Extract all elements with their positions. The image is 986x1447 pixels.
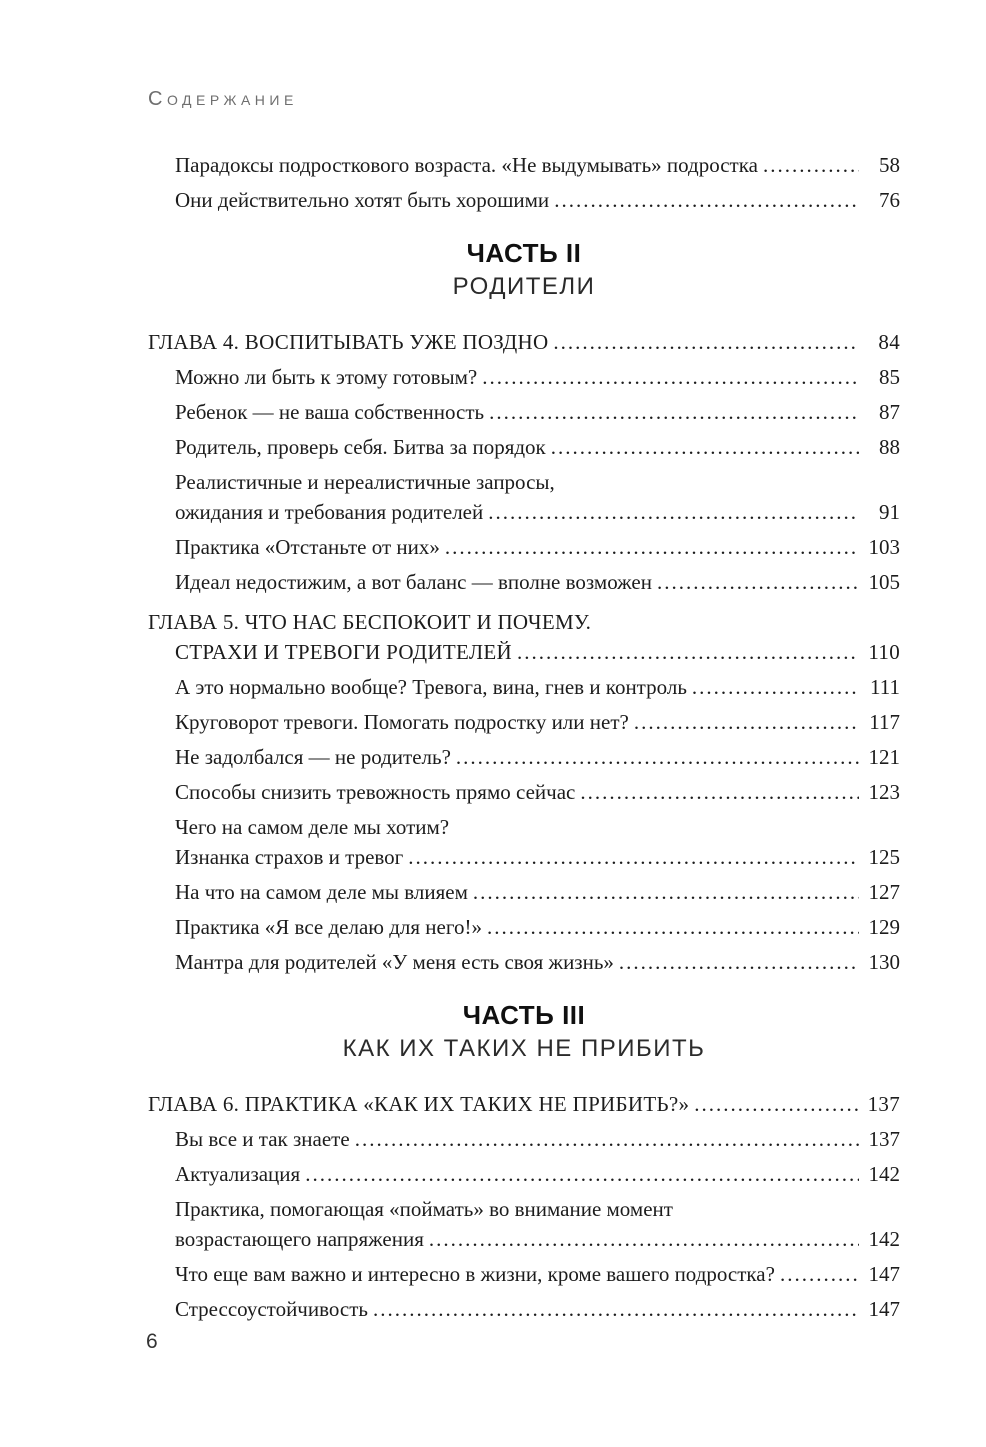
toc-entry-row (175, 1159, 900, 1189)
toc-entry-row (175, 877, 900, 907)
dot-leader (619, 947, 859, 977)
dot-leader (473, 877, 859, 907)
dot-leader (694, 1089, 859, 1119)
dot-leader (517, 637, 859, 667)
toc-entry-page: 123 (868, 780, 900, 804)
toc-entry-title: Способы снизить тревожность прямо сейчас (175, 780, 576, 804)
toc-entry-title: Родитель, проверь себя. Битва за порядок (175, 435, 546, 459)
toc-entry-page: 111 (870, 675, 900, 699)
toc-heading: Содержание (148, 88, 298, 110)
page-footer (146, 1330, 158, 1354)
toc-entry (148, 467, 900, 527)
dot-leader (488, 497, 859, 527)
toc-entry (148, 707, 900, 737)
dot-leader (763, 150, 859, 180)
toc-entry-page: 147 (868, 1262, 900, 1286)
dot-leader (634, 707, 859, 737)
toc-entry-title: Практика «Отстаньте от них» (175, 535, 440, 559)
dot-leader (305, 1159, 859, 1189)
toc-entry (148, 432, 900, 462)
dot-leader (553, 327, 859, 357)
toc-entry-row (175, 947, 900, 977)
toc-entry-title: Стрессоустойчивость (175, 1297, 368, 1321)
toc-entry-text-line: ГЛАВА 5. ЧТО НАС БЕСПОКОИТ И ПОЧЕМУ. (148, 610, 592, 634)
toc-entry-page: 76 (879, 188, 900, 212)
toc-entry (148, 672, 900, 702)
toc-entry-row (175, 532, 900, 562)
toc-entry (148, 1194, 900, 1254)
toc-entry-page: 130 (868, 950, 900, 974)
toc-entry-row (175, 912, 900, 942)
part-title: ЧАСТЬ III (462, 1000, 586, 1030)
toc-entry-row (148, 327, 900, 357)
toc-entry-page: 88 (879, 435, 900, 459)
toc-entry-row (175, 1124, 900, 1154)
dot-leader (429, 1224, 859, 1254)
toc-entry-row (175, 637, 900, 667)
folio-page-number: 6 (146, 1330, 158, 1353)
toc-entry (148, 150, 900, 180)
toc-entry-page: 137 (868, 1127, 900, 1151)
toc-entry-title: СТРАХИ И ТРЕВОГИ РОДИТЕЛЕЙ (175, 640, 513, 664)
toc-entry-title: Что еще вам важно и интересно в жизни, кроме вашего подростка? (175, 1262, 775, 1286)
toc-entry (148, 532, 900, 562)
toc-entry-page: 117 (869, 710, 900, 734)
toc-entry-page: 127 (868, 880, 900, 904)
toc-entry (148, 742, 900, 772)
toc-entry-page: 137 (867, 1092, 900, 1116)
toc-entry-page: 142 (868, 1227, 900, 1251)
toc-entry-title: А это нормально вообще? Тревога, вина, гнев и контроль (175, 675, 687, 699)
toc-entry-title: Ребенок — не ваша собственность (175, 400, 485, 424)
toc-entry (148, 912, 900, 942)
dot-leader (692, 672, 859, 702)
toc-entry-title: Можно ли быть к этому готовым? (175, 365, 478, 389)
toc-entry-row (175, 567, 900, 597)
part-title: ЧАСТЬ II (466, 238, 582, 268)
toc-entry-title: ГЛАВА 6. ПРАКТИКА «КАК ИХ ТАКИХ НЕ ПРИБИТЬ?» (148, 1092, 690, 1116)
toc-entry-row (175, 1259, 900, 1289)
dot-leader (482, 362, 859, 392)
toc-entry-title: Круговорот тревоги. Помогать подростку или нет? (175, 710, 629, 734)
dot-leader (445, 532, 859, 562)
toc-entry (148, 327, 900, 357)
dot-leader (580, 777, 859, 807)
page-header (148, 88, 298, 111)
toc-entry-row (175, 362, 900, 392)
toc-entry (148, 1294, 900, 1324)
dot-leader (489, 397, 859, 427)
toc-entry-page: 125 (868, 845, 900, 869)
toc-entry-page: 85 (879, 365, 900, 389)
toc-entry-page: 103 (868, 535, 900, 559)
toc-entry-page: 58 (879, 153, 900, 177)
toc-entry-row (175, 1224, 900, 1254)
toc-entry-page: 110 (868, 640, 900, 664)
part-subtitle: РОДИТЕЛИ (452, 273, 596, 300)
part-subtitle: КАК ИХ ТАКИХ НЕ ПРИБИТЬ (342, 1035, 706, 1062)
toc-entry (148, 1124, 900, 1154)
toc-entry-page: 87 (879, 400, 900, 424)
toc-entry-title: Идеал недостижим, а вот баланс — вполне возможен (175, 570, 652, 594)
part-heading (148, 237, 900, 303)
toc-entry (148, 362, 900, 392)
toc-entry-title: Вы все и так знаете (175, 1127, 350, 1151)
toc-entry (148, 777, 900, 807)
toc-entry-row (175, 672, 900, 702)
toc-entry-row (175, 742, 900, 772)
toc-entry (148, 1159, 900, 1189)
toc-entry (148, 607, 900, 667)
toc-entry-text-line: Практика, помогающая «поймать» во внимание момент (175, 1197, 673, 1221)
toc-entry-page: 121 (868, 745, 900, 769)
toc-entry-page: 147 (868, 1297, 900, 1321)
dot-leader (487, 912, 859, 942)
dot-leader (554, 185, 859, 215)
toc-entry-title: Не задолбался — не родитель? (175, 745, 451, 769)
dot-leader (373, 1294, 859, 1324)
toc-entry-row (175, 842, 900, 872)
dot-leader (551, 432, 859, 462)
toc-entry-row (175, 150, 900, 180)
toc-entry-row (175, 397, 900, 427)
toc-entry-row (148, 1089, 900, 1119)
toc-entry (148, 1259, 900, 1289)
toc-list (148, 150, 900, 1329)
toc-entry-text-line: Реалистичные и нереалистичные запросы, (175, 470, 555, 494)
toc-entry-title: Мантра для родителей «У меня есть своя жизнь» (175, 950, 614, 974)
dot-leader (657, 567, 859, 597)
toc-entry (148, 397, 900, 427)
toc-entry-row (175, 777, 900, 807)
toc-entry-row (175, 432, 900, 462)
toc-entry-title: Актуализация (175, 1162, 301, 1186)
toc-entry-row (175, 497, 900, 527)
toc-entry-text-line: Чего на самом деле мы хотим? (175, 815, 450, 839)
toc-entry-title: ожидания и требования родителей (175, 500, 484, 524)
toc-entry-title: Практика «Я все делаю для него!» (175, 915, 482, 939)
toc-entry-row (175, 1294, 900, 1324)
toc-entry-page: 142 (868, 1162, 900, 1186)
toc-entry (148, 1089, 900, 1119)
dot-leader (456, 742, 859, 772)
toc-entry-title: Они действительно хотят быть хорошими (175, 188, 550, 212)
toc-entry-row (175, 707, 900, 737)
dot-leader (780, 1259, 859, 1289)
dot-leader (355, 1124, 859, 1154)
dot-leader (408, 842, 859, 872)
toc-entry-title: ГЛАВА 4. ВОСПИТЫВАТЬ УЖЕ ПОЗДНО (148, 330, 549, 354)
toc-entry-title: Парадоксы подросткового возраста. «Не выдумывать» подростка (175, 153, 758, 177)
toc-entry-page: 91 (879, 500, 900, 524)
toc-entry-row (175, 185, 900, 215)
toc-entry-title: возрастающего напряжения (175, 1227, 424, 1251)
toc-entry-page: 84 (878, 330, 900, 354)
toc-entry-title: На что на самом деле мы влияем (175, 880, 468, 904)
toc-entry-page: 105 (868, 570, 900, 594)
toc-entry (148, 812, 900, 872)
toc-entry (148, 877, 900, 907)
toc-entry (148, 947, 900, 977)
toc-entry-title: Изнанка страхов и тревог (175, 845, 404, 869)
toc-entry-page: 129 (868, 915, 900, 939)
toc-entry (148, 567, 900, 597)
toc-entry (148, 185, 900, 215)
part-heading (148, 999, 900, 1065)
